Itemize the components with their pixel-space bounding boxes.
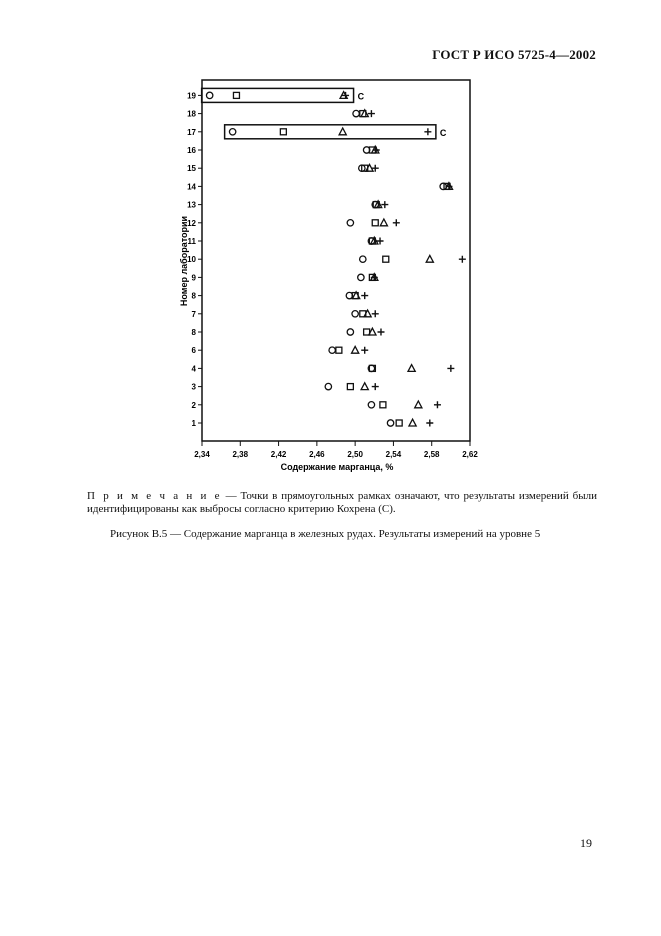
point-plus (459, 256, 466, 263)
point-plus (372, 310, 379, 317)
x-tick-label: 2,58 (423, 450, 440, 459)
x-axis-title: Содержание марганца, % (280, 462, 394, 472)
point-square (396, 420, 402, 426)
point-triangle (339, 128, 346, 135)
point-plus (424, 128, 431, 135)
point-triangle (380, 219, 387, 226)
y-tick-label: 3 (191, 382, 196, 392)
y-tick-label: 10 (187, 255, 196, 265)
y-tick-label: 17 (187, 127, 196, 137)
y-axis-title: Номер лаборатории (179, 215, 189, 307)
point-square (383, 256, 389, 262)
point-circle (358, 274, 364, 280)
y-tick-label: 12 (187, 218, 196, 228)
point-plus (381, 201, 388, 208)
y-tick-label: 16 (187, 146, 196, 155)
point-circle (206, 92, 212, 98)
point-square (336, 347, 342, 353)
point-circle (329, 347, 335, 353)
y-tick-label: 11 (187, 237, 196, 246)
x-tick-label: 2,34 (194, 450, 210, 459)
x-tick-label: 2,62 (462, 450, 478, 459)
outlier-label: C (357, 91, 365, 102)
point-plus (372, 383, 379, 390)
x-tick-label: 2,46 (309, 450, 325, 459)
x-tick-label: 2,50 (347, 450, 363, 459)
plot-frame (202, 80, 470, 441)
y-tick-label: 8 (191, 291, 196, 301)
y-tick-label: 1 (191, 419, 196, 428)
point-square (280, 129, 286, 135)
point-plus (426, 420, 433, 427)
x-tick-label: 2,38 (232, 450, 249, 459)
point-plus (377, 329, 384, 336)
y-tick-label: 14 (187, 182, 196, 192)
point-triangle (426, 255, 433, 262)
point-triangle (361, 383, 368, 390)
point-plus (361, 292, 368, 299)
y-tick-label: 13 (187, 200, 196, 210)
document-header: ГОСТ Р ИСО 5725-4—2002 (432, 47, 596, 62)
note-text: — Точки в прямоугольных рамках означают, что результаты измерений были идентифицированы как выбросы согласно критерию Кохрена (С). (87, 490, 597, 515)
point-circle (360, 256, 366, 262)
point-circle (387, 420, 393, 426)
y-tick-label: 15 (187, 164, 196, 174)
outlier-box (202, 88, 354, 102)
point-triangle (409, 419, 416, 426)
point-circle (229, 129, 235, 135)
y-tick-label: 19 (187, 91, 196, 101)
outlier-box (225, 125, 436, 139)
point-circle (325, 383, 331, 389)
point-triangle (415, 401, 422, 408)
point-circle (353, 110, 359, 116)
point-circle (368, 402, 374, 408)
y-tick-label: 6 (191, 346, 196, 356)
y-tick-label: 8 (191, 328, 196, 337)
page-number: 19 (580, 836, 592, 850)
point-circle (347, 329, 353, 335)
point-plus (434, 401, 441, 408)
point-square (347, 384, 353, 390)
figure-note (87, 490, 597, 516)
point-square (380, 402, 386, 408)
x-tick-label: 2,54 (385, 450, 402, 459)
point-square (372, 220, 378, 226)
y-tick-label: 18 (187, 109, 196, 119)
point-plus (393, 219, 400, 226)
x-tick-label: 2,42 (270, 450, 287, 459)
y-tick-label: 2 (191, 400, 196, 410)
point-circle (352, 311, 358, 317)
y-tick-label: 4 (191, 364, 196, 374)
figure-caption: Рисунок В.5 — Содержание марганца в железных рудах. Результаты измерений на уровне 5 (110, 528, 541, 540)
point-triangle (408, 365, 415, 372)
point-circle (347, 220, 353, 226)
point-triangle (352, 346, 359, 353)
outlier-label: C (439, 127, 447, 138)
point-square (233, 92, 239, 98)
point-plus (368, 110, 375, 117)
point-plus (447, 365, 454, 372)
y-tick-label: 7 (191, 309, 196, 319)
point-plus (361, 347, 368, 354)
note-lead: П р и м е ч а н и е (87, 490, 222, 502)
y-tick-label: 9 (191, 273, 196, 283)
